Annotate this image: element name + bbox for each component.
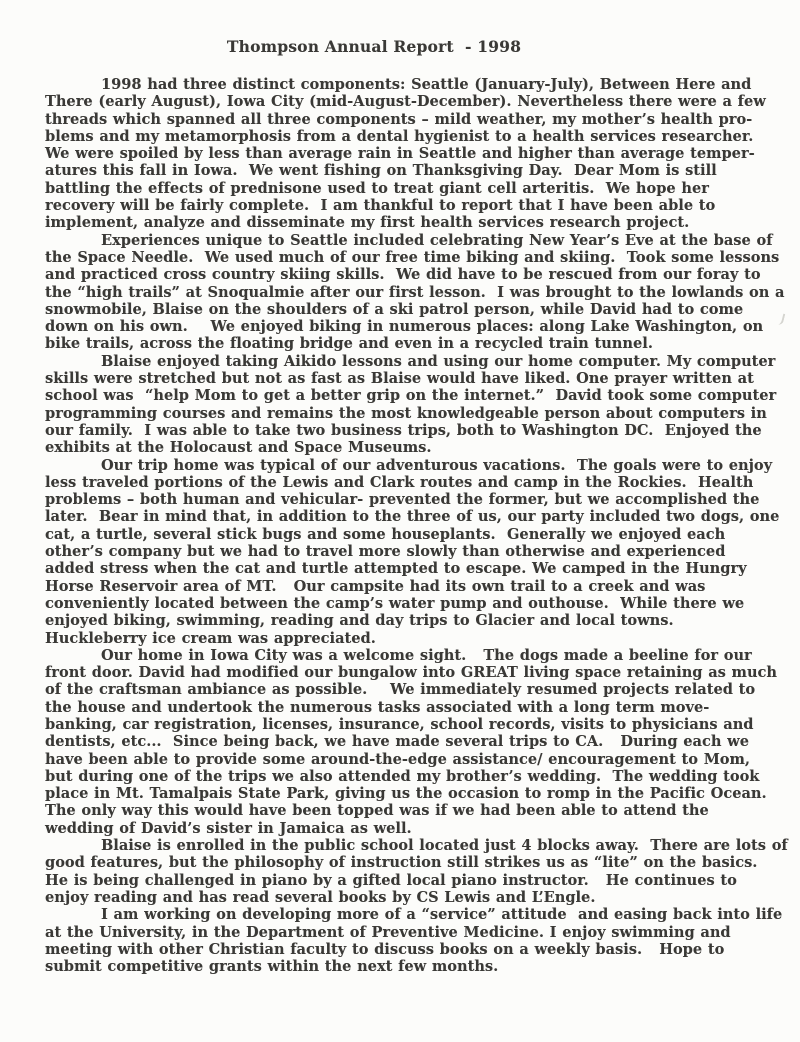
- text-line: bike trails, across the floating bridge and even in a recycled train tunnel.: [45, 335, 653, 353]
- text-line: the “high trails” at Snoqualmie after our first lesson. I was brought to the lowlands on a: [45, 283, 785, 301]
- text-line: I am working on developing more of a “service” attitude and easing back into life: [101, 906, 783, 924]
- paragraph: [45, 231, 785, 353]
- text-line: wedding of David’s sister in Jamaica as well.: [45, 819, 412, 837]
- text-line: enjoy reading and has read several books by CS Lewis and L’Engle.: [45, 888, 596, 906]
- text-line: enjoyed biking, swimming, reading and day trips to Glacier and local towns.: [45, 612, 674, 630]
- text-line: Horse Reservoir area of MT. Our campsite had its own trail to a creek and was: [45, 577, 706, 595]
- text-line: exhibits at the Holocaust and Space Museums.: [45, 439, 432, 457]
- paragraph: [45, 906, 783, 976]
- text-line: problems – both human and vehicular- prevented the former, but we accomplished the: [45, 491, 760, 509]
- text-line: recovery will be fairly complete. I am thankful to report that I have been able to: [45, 197, 716, 215]
- text-line: conveniently located between the camp’s water pump and outhouse. While there we: [45, 594, 745, 612]
- text-line: added stress when the cat and turtle attempted to escape. We camped in the Hungry: [45, 560, 747, 578]
- text-line: Blaise enjoyed taking Aikido lessons and using our home computer. My computer: [101, 352, 776, 370]
- text-line: front door. David had modified our bungalow into GREAT living space retaining as much: [45, 664, 778, 682]
- text-line: submit competitive grants within the next few months.: [45, 958, 499, 976]
- text-line: dentists, etc... Since being back, we have made several trips to CA. During each we: [45, 733, 749, 751]
- text-line: at the University, in the Department of Preventive Medicine. I enjoy swimming and: [45, 923, 731, 941]
- text-line: 1998 had three distinct components: Seattle (January-July), Between Here and: [101, 76, 752, 93]
- paragraph: [45, 837, 788, 906]
- text-line: Experiences unique to Seattle included celebrating New Year’s Eve at the base of: [101, 231, 773, 249]
- text-line: cat, a turtle, several stick bugs and some houseplants. Generally we enjoyed each: [45, 525, 726, 543]
- text-line: school was “help Mom to get a better grip on the internet.” David took some computer: [45, 387, 777, 405]
- text-line: snowmobile, Blaise on the shoulders of a ski patrol person, while David had to come: [45, 300, 744, 318]
- text-line: meeting with other Christian faculty to discuss books on a weekly basis. Hope to: [45, 940, 725, 958]
- paragraph: [45, 646, 778, 837]
- text-line: the Space Needle. We used much of our free time biking and skiing. Took some lessons: [45, 248, 780, 266]
- text-line: the house and undertook the numerous tasks associated with a long term move-: [45, 698, 710, 716]
- paragraph: [45, 76, 766, 232]
- text-line: We were spoiled by less than average rain in Seattle and higher than average temper-: [45, 145, 755, 163]
- text-line: skills were stretched but not as fast as Blaise would have liked. One prayer written at: [45, 370, 754, 388]
- text-line: battling the effects of prednisone used to treat giant cell arteritis. We hope her: [45, 179, 709, 197]
- page-title: Thompson Annual Report - 1998: [226, 37, 522, 56]
- text-line: less traveled portions of the Lewis and Clark routes and camp in the Rockies. Health: [45, 473, 754, 491]
- text-line: threads which spanned all three components – mild weather, my mother’s health pro-: [45, 110, 753, 128]
- text-line: Blaise is enrolled in the public school located just 4 blocks away. There are lots of: [101, 837, 788, 855]
- text-line: our family. I was able to take two business trips, both to Washington DC. Enjoyed the: [45, 421, 762, 439]
- text-line: blems and my metamorphosis from a dental hygienist to a health services researcher.: [45, 127, 754, 145]
- text-line: other’s company but we had to travel more slowly than otherwise and experienced: [45, 543, 726, 561]
- text-line: good features, but the philosophy of instruction still strikes us as “lite” on the basics.: [45, 854, 758, 872]
- paragraph: [45, 352, 777, 457]
- document-body: [45, 76, 788, 976]
- text-line: There (early August), Iowa City (mid-August-December). Nevertheless there were a few: [45, 93, 766, 111]
- scan-artifact-mark: [776, 312, 786, 325]
- text-line: place in Mt. Tamalpais State Park, giving us the occasion to romp in the Pacific Ocean.: [45, 785, 767, 803]
- paragraph: [45, 456, 780, 647]
- text-line: of the craftsman ambiance as possible. We immediately resumed projects related to: [45, 681, 756, 699]
- text-line: implement, analyze and disseminate my first health services research project.: [45, 214, 690, 232]
- text-line: later. Bear in mind that, in addition to the three of us, our party included two dogs, one: [45, 508, 780, 526]
- text-line: down on his own. We enjoyed biking in numerous places: along Lake Washington, on: [45, 318, 764, 336]
- text-line: programming courses and remains the most knowledgeable person about computers in: [45, 404, 767, 422]
- text-line: atures this fall in Iowa. We went fishing on Thanksgiving Day. Dear Mom is still: [45, 162, 717, 180]
- text-line: and practiced cross country skiing skills. We did have to be rescued from our foray to: [45, 266, 761, 284]
- text-line: banking, car registration, licenses, insurance, school records, visits to physicians and: [45, 715, 754, 733]
- text-line: Our trip home was typical of our adventurous vacations. The goals were to enjoy: [101, 456, 773, 474]
- text-line: but during one of the trips we also attended my brother’s wedding. The wedding took: [45, 767, 760, 785]
- text-line: Our home in Iowa City was a welcome sight. The dogs made a beeline for our: [101, 646, 752, 664]
- text-line: He is being challenged in piano by a gifted local piano instructor. He continues to: [45, 871, 737, 889]
- text-line: Huckleberry ice cream was appreciated.: [45, 629, 376, 647]
- text-line: have been able to provide some around-the-edge assistance/ encouragement to Mom,: [45, 750, 751, 768]
- text-line: The only way this would have been topped was if we had been able to attend the: [45, 802, 709, 820]
